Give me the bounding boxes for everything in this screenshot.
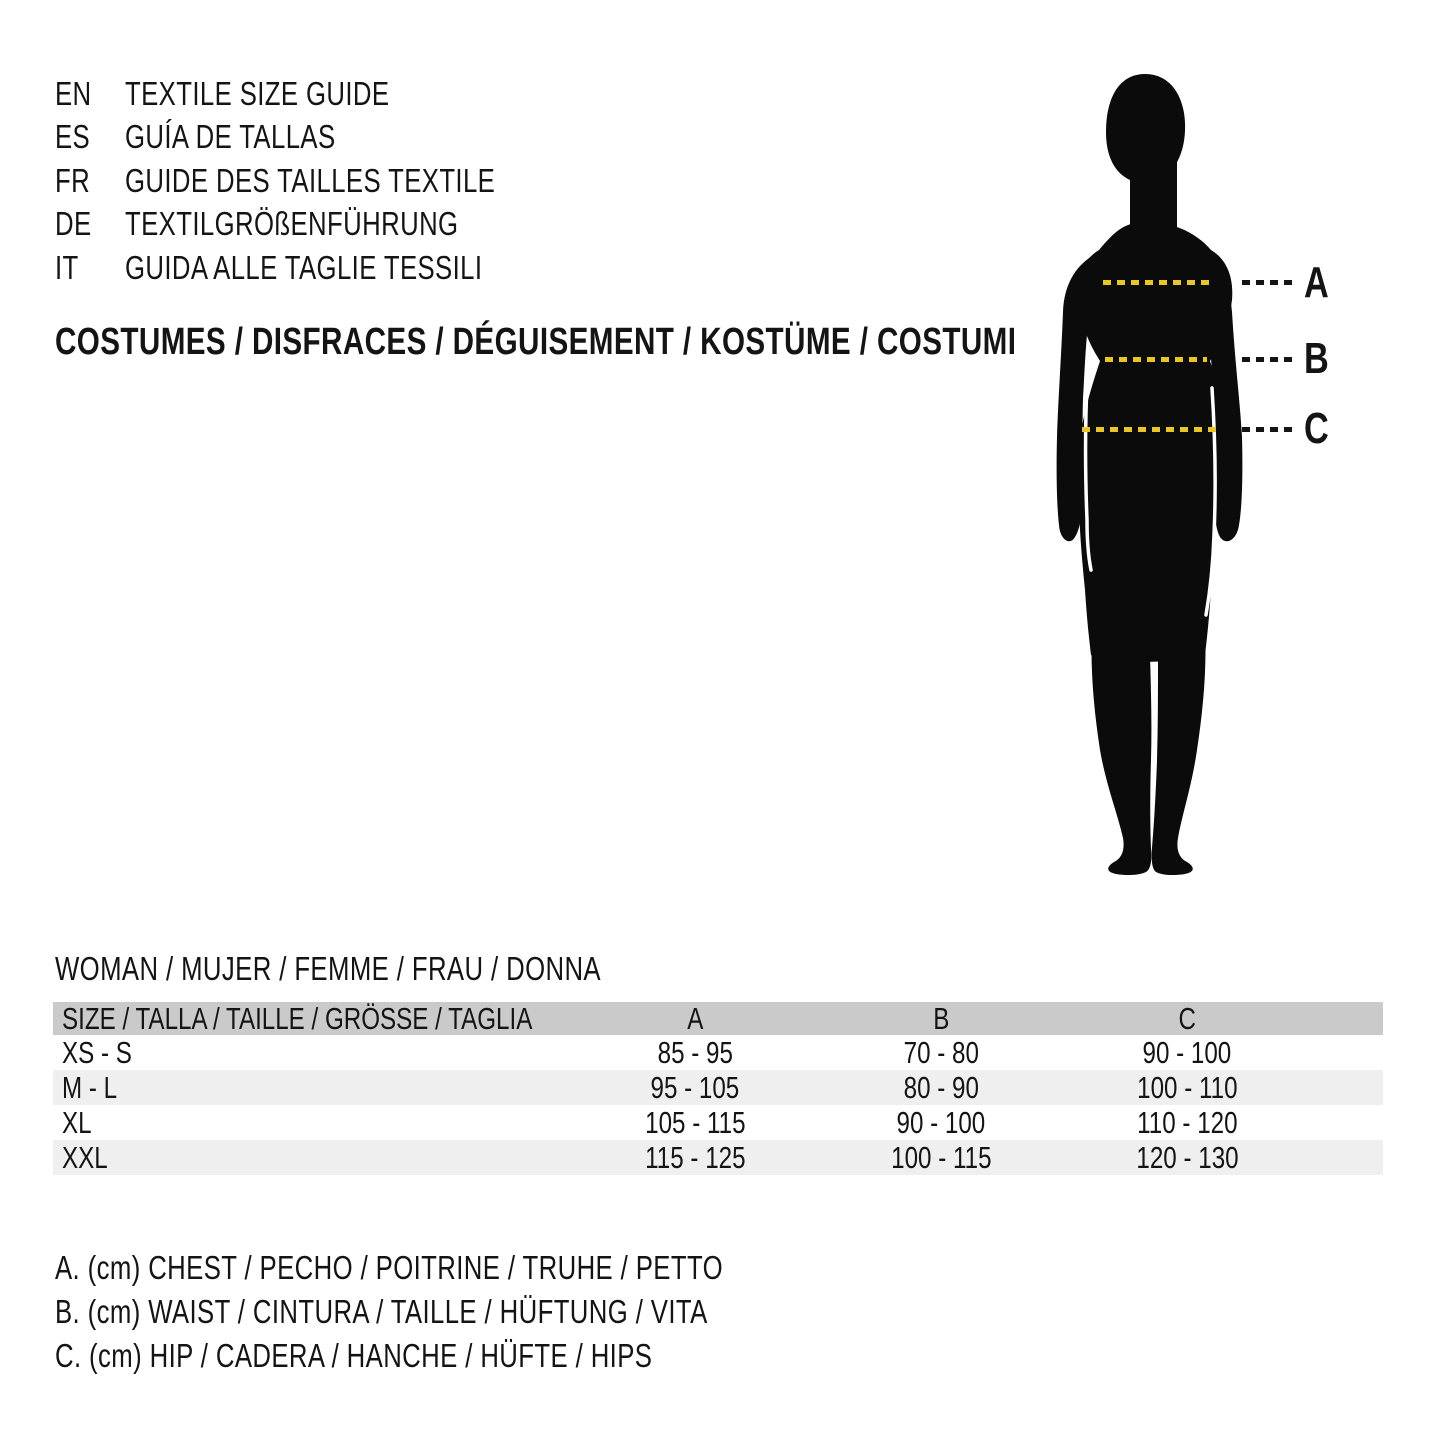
language-code-es: ES [55, 118, 91, 156]
chest-range: 95 - 105 [650, 1070, 740, 1105]
hip-connector-dash [1242, 427, 1292, 432]
chest-range: 105 - 115 [644, 1105, 746, 1140]
column-header-b: B [932, 1002, 950, 1035]
size-value: XL [62, 1105, 92, 1140]
language-code-fr: FR [55, 161, 91, 199]
waist-measure-dash [1105, 357, 1207, 362]
legend-waist: B. (cm) WAIST / CINTURA / TAILLE / HÜFTUNG / VITA [55, 1293, 708, 1330]
silhouette-neck [1130, 162, 1177, 232]
hip-range: 90 - 100 [1142, 1035, 1232, 1070]
section-title-woman: WOMAN / MUJER / FEMME / FRAU / DONNA [55, 950, 601, 987]
hip-measure-dash [1082, 427, 1218, 432]
language-row-it [55, 246, 600, 290]
waist-range: 90 - 100 [896, 1105, 986, 1140]
measure-label-a: A [1304, 258, 1329, 307]
table-row-xl [53, 1105, 1383, 1140]
size-column-header: SIZE / TALLA / TAILLE / GRÖSSE / TAGLIA [62, 1002, 533, 1035]
chest-connector-dash [1242, 280, 1292, 285]
woman-silhouette-figure [1030, 70, 1290, 880]
language-row-de [55, 203, 600, 247]
chest-range: 85 - 95 [657, 1035, 733, 1070]
language-code-it: IT [55, 248, 79, 286]
chest-measure-dash [1103, 280, 1210, 285]
legend-chest: A. (cm) CHEST / PECHO / POITRINE / TRUHE / PETTO [55, 1249, 724, 1286]
language-code-de: DE [55, 205, 92, 243]
table-row-xxl [53, 1140, 1383, 1175]
category-title: COSTUMES / DISFRACES / DÉGUISEMENT / KOSTÜME / COSTUMI [55, 321, 1017, 363]
language-code-en: EN [55, 74, 92, 112]
waist-range: 70 - 80 [903, 1035, 979, 1070]
size-value: XS - S [62, 1035, 132, 1070]
hip-range: 120 - 130 [1135, 1140, 1239, 1175]
waist-range: 80 - 90 [903, 1070, 979, 1105]
size-value: XXL [62, 1140, 108, 1175]
language-title-de: TEXTILGRÖßENFÜHRUNG [125, 205, 459, 243]
table-row-m-l [53, 1070, 1383, 1105]
measure-label-c: C [1304, 404, 1329, 453]
language-list [55, 72, 600, 290]
waist-connector-dash [1242, 357, 1292, 362]
table-row-xs-s [53, 1035, 1383, 1070]
silhouette-right-leg [1152, 625, 1206, 875]
size-table-header-row [53, 1002, 1383, 1035]
language-row-es [55, 116, 600, 160]
measure-label-b: B [1304, 334, 1329, 383]
language-title-es: GUÍA DE TALLAS [125, 118, 336, 156]
hip-range: 110 - 120 [1136, 1105, 1238, 1140]
legend-hip: C. (cm) HIP / CADERA / HANCHE / HÜFTE / HIPS [55, 1337, 653, 1374]
woman-silhouette [1030, 70, 1290, 880]
language-row-fr [55, 159, 600, 203]
language-title-it: GUIDA ALLE TAGLIE TESSILI [125, 248, 483, 286]
measurement-legend [55, 1246, 911, 1378]
silhouette-left-leg [1091, 625, 1151, 875]
language-title-en: TEXTILE SIZE GUIDE [125, 74, 390, 112]
column-header-c: C [1178, 1002, 1196, 1035]
column-header-a: A [686, 1002, 704, 1035]
size-value: M - L [62, 1070, 118, 1105]
waist-range: 100 - 115 [890, 1140, 992, 1175]
hip-range: 100 - 110 [1136, 1070, 1238, 1105]
language-title-fr: GUIDE DES TAILLES TEXTILE [125, 161, 496, 199]
size-table [53, 1002, 1383, 1175]
language-row-en [55, 72, 600, 116]
chest-range: 115 - 125 [644, 1140, 746, 1175]
